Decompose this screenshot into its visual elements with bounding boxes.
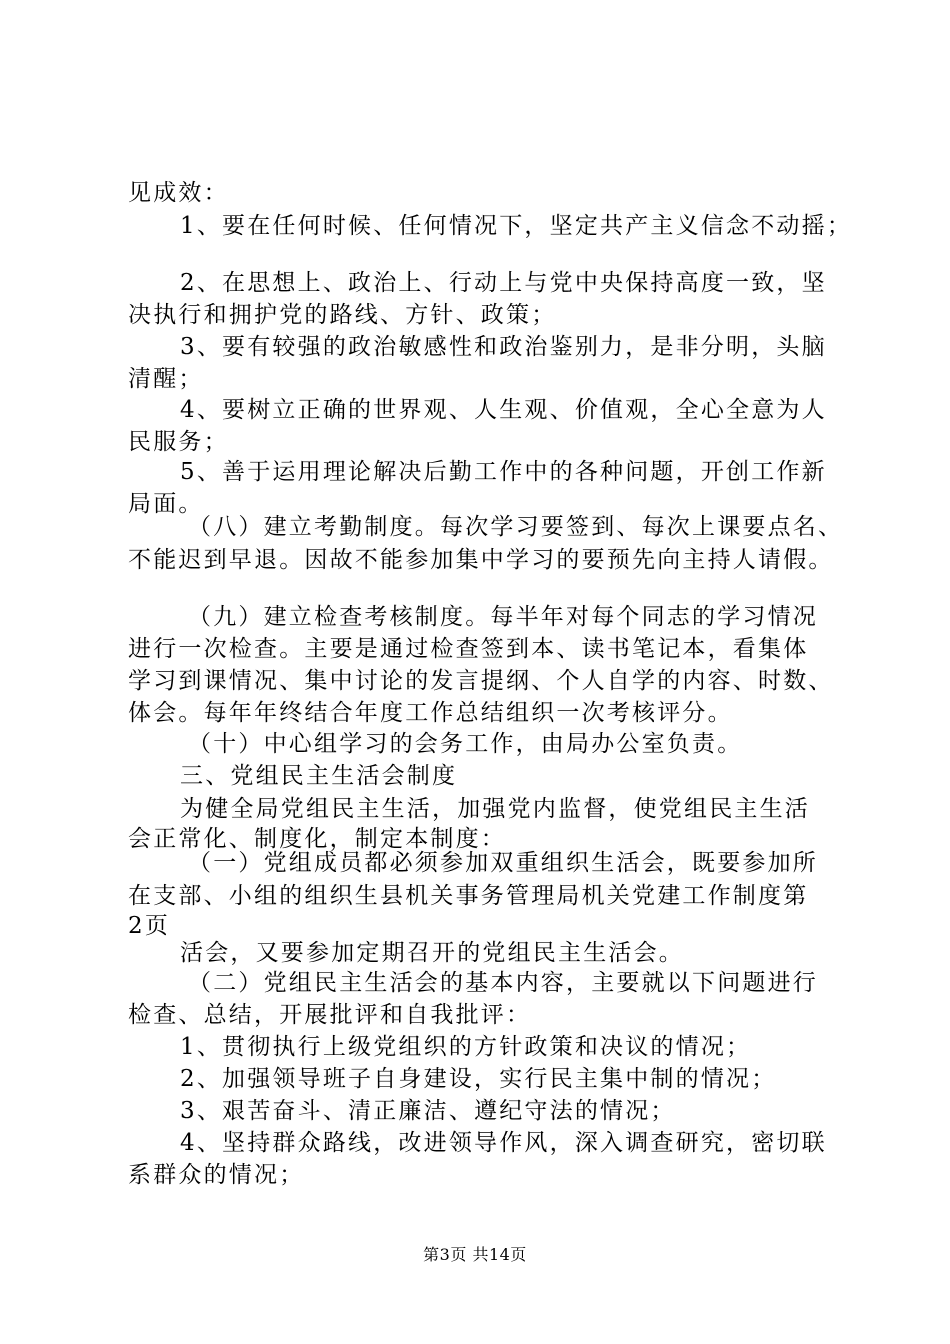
text-line: 1、贯彻执行上级党组织的方针政策和决议的情况； [180,1034,752,1060]
text-line: 5、善于运用理论解决后勤工作中的各种问题，开创工作新 [180,459,827,485]
text-line: 4、要树立正确的世界观、人生观、价值观，全心全意为人 [180,397,827,423]
text-line: 体会。每年年终结合年度工作总结组织一次考核评分。 [128,700,733,726]
text-line: （一）党组成员都必须参加双重组织生活会，既要参加所 [188,850,818,876]
text-line: 检查、总结，开展批评和自我批评： [128,1002,532,1028]
text-line: 局面。 [128,491,204,517]
text-line: 民服务； [128,429,229,455]
text-line: 2、在思想上、政治上、行动上与党中央保持高度一致，坚 [180,270,827,296]
section-heading: 三、党组民主生活会制度 [180,763,458,789]
text-line: （九）建立检查考核制度。每半年对每个同志的学习情况 [188,604,818,630]
text-line: （二）党组民主生活会的基本内容，主要就以下问题进行 [188,970,818,996]
text-line: 1、要在任何时候、任何情况下，坚定共产主义信念不动摇； [180,213,853,239]
text-line: 4、坚持群众路线，改进领导作风，深入调查研究，密切联 [180,1130,827,1156]
text-line: （八）建立考勤制度。每次学习要签到、每次上课要点名、 [188,514,844,540]
text-line: 会正常化、制度化，制定本制度： [128,826,506,852]
text-line: （十）中心组学习的会务工作，由局办公室负责。 [188,731,743,757]
text-line: 2页 [128,913,171,939]
text-line: 3、要有较强的政治敏感性和政治鉴别力，是非分明，头脑 [180,334,827,360]
text-line: 为健全局党组民主生活，加强党内监督，使党组民主生活 [180,796,810,822]
text-line: 在支部、小组的组织生县机关事务管理局机关党建工作制度第 [128,883,809,909]
text-line: 见成效： [128,180,229,206]
text-line: 系群众的情况； [128,1162,305,1188]
text-line: 3、艰苦奋斗、清正廉洁、遵纪守法的情况； [180,1098,676,1124]
text-line: 不能迟到早退。因故不能参加集中学习的要预先向主持人请假。 [128,547,834,573]
text-line: 学习到课情况、集中讨论的发言提纲、个人自学的内容、时数、 [128,668,834,694]
text-line: 清醒； [128,366,204,392]
page-footer: 第3页 共14页 [423,1245,527,1264]
text-line: 决执行和拥护党的路线、方针、政策； [128,302,557,328]
text-line: 进行一次检查。主要是通过检查签到本、读书笔记本，看集体 [128,636,809,662]
text-line: 活会，又要参加定期召开的党组民主生活会。 [180,940,684,966]
text-line: 2、加强领导班子自身建设，实行民主集中制的情况； [180,1066,777,1092]
